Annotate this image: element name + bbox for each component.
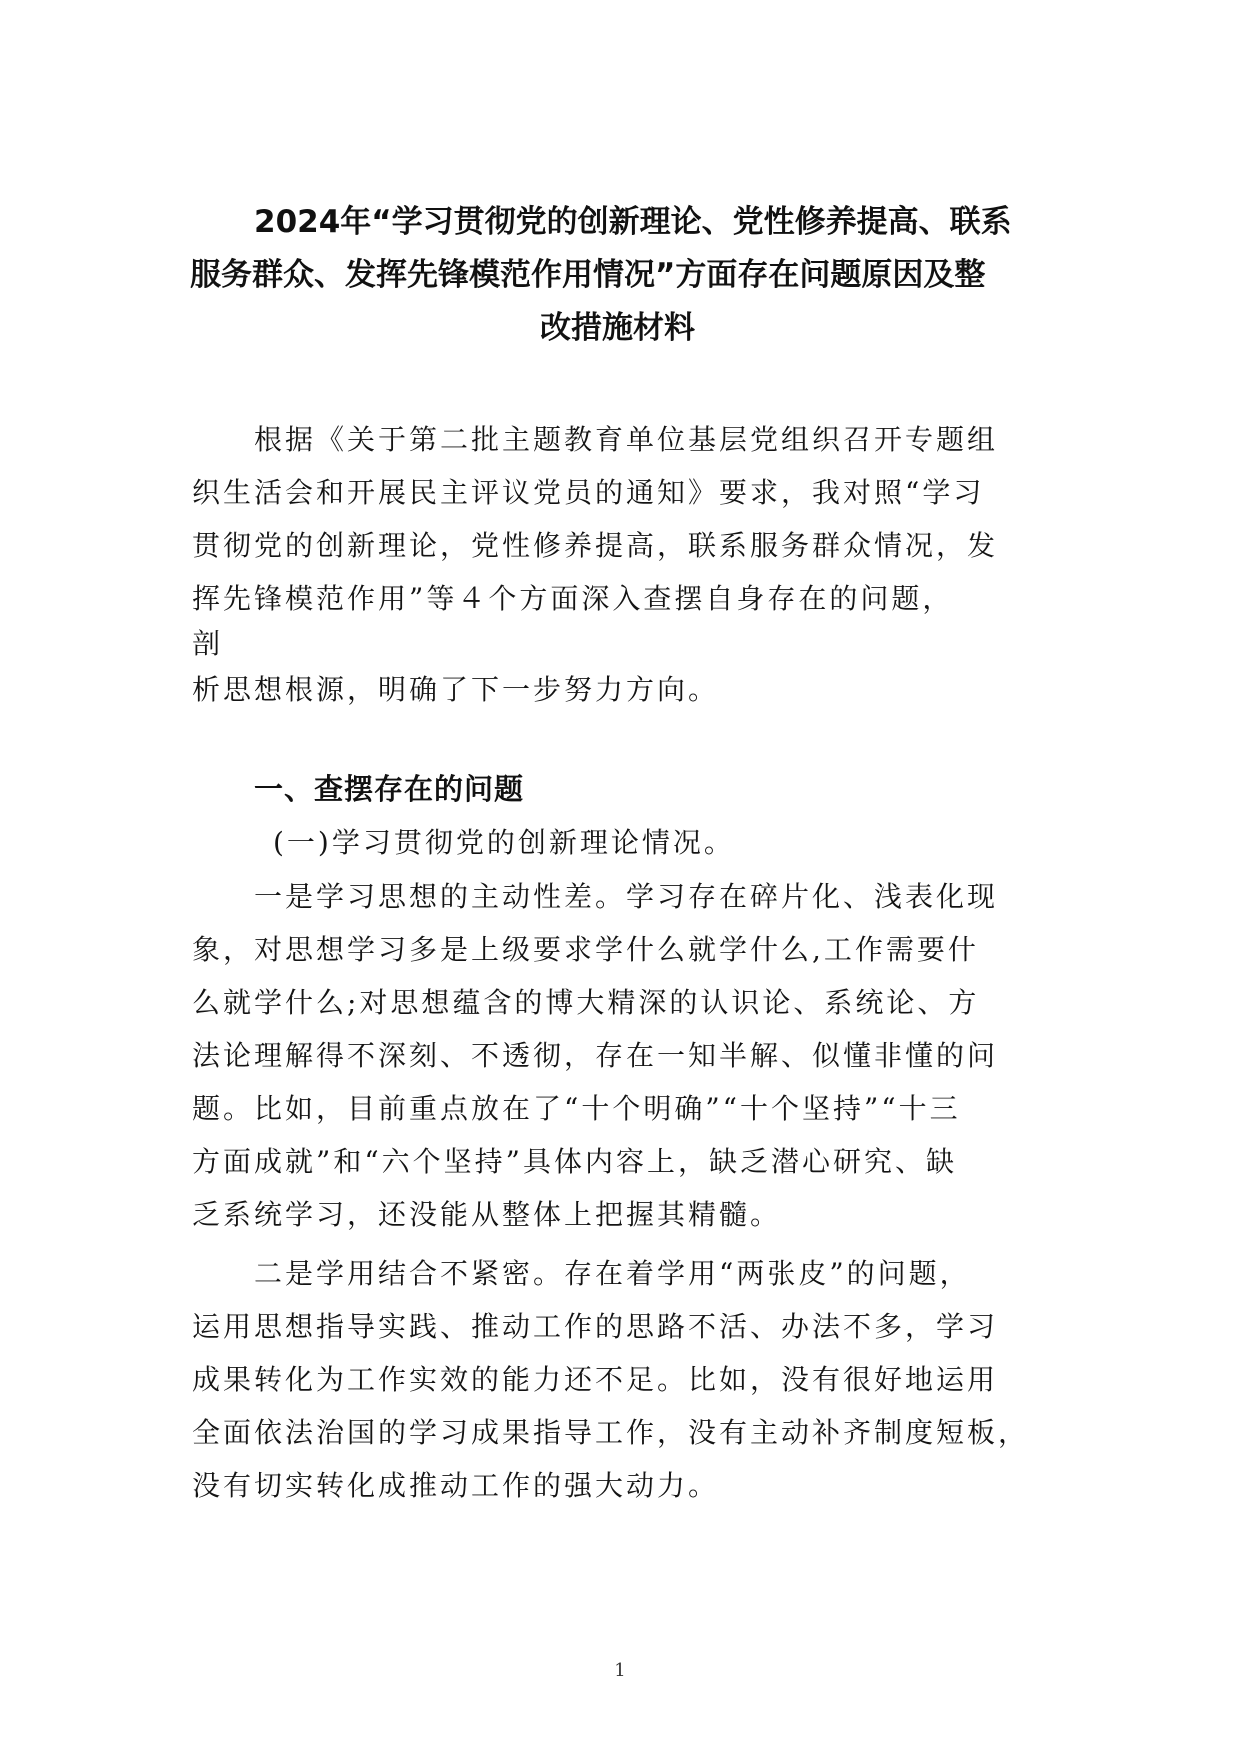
text-line: 织生活会和开展民主评议党员的通知》要求，我对照“学习 — [192, 476, 985, 509]
text-line: 根据《关于第二批主题教育单位基层党组织召开专题组 — [254, 423, 999, 456]
paragraph-2 — [192, 1247, 1054, 1512]
text-line: 乏系统学习，还没能从整体上把握其精髓。 — [192, 1198, 782, 1231]
text-line: 贯彻党的创新理论，党性修养提高，联系服务群众情况，发 — [192, 529, 999, 562]
text-line: 么就学什么;对思想蕴含的博大精深的认识论、系统论、方 — [192, 986, 980, 1019]
title-line: 服务群众、发挥先锋模范作用情况”方面存在问题原因及整 — [190, 257, 986, 293]
text-line: 方面成就”和“六个坚持”具体内容上，缺乏潜心研究、缺 — [192, 1145, 957, 1178]
text-line: 成果转化为工作实效的能力还不足。比如，没有很好地运用 — [192, 1363, 999, 1396]
text-line: 题。比如，目前重点放在了“十个明确”“十个坚持”“十三 — [192, 1092, 961, 1125]
title-line: 改措施材料 — [540, 310, 695, 346]
text-line: 没有切实转化成推动工作的强大动力。 — [192, 1469, 720, 1502]
document-title — [190, 196, 1045, 355]
text-line: 挥先锋模范作用”等４个方面深入查摆自身存在的问题， — [192, 582, 954, 615]
paragraph-1 — [192, 870, 1054, 1241]
text-line: 运用思想指导实践、推动工作的思路不活、办法不多，学习 — [192, 1310, 999, 1343]
text-line: 二是学用结合不紧密。存在着学用“两张皮”的问题， — [254, 1257, 971, 1290]
intro-paragraph — [192, 413, 1054, 716]
text-line: 全面依法治国的学习成果指导工作，没有主动补齐制度短板， — [192, 1416, 1030, 1449]
text-line: 剖 — [192, 627, 224, 660]
text-line: 析思想根源，明确了下一步努力方向。 — [192, 673, 720, 706]
title-line: 2024年“学习贯彻党的创新理论、党性修养提高、联系 — [254, 204, 1012, 240]
text-line: 象，对思想学习多是上级要求学什么就学什么,工作需要什 — [192, 933, 979, 966]
text-line: 一是学习思想的主动性差。学习存在碎片化、浅表化现 — [254, 880, 999, 913]
section-heading: 一、查摆存在的问题 — [254, 772, 525, 806]
subheading: (一)学习贯彻党的创新理论情况。 — [273, 826, 735, 859]
text-line: 法论理解得不深刻、不透彻，存在一知半解、似懂非懂的问 — [192, 1039, 999, 1072]
page-number: 1 — [614, 1660, 626, 1681]
